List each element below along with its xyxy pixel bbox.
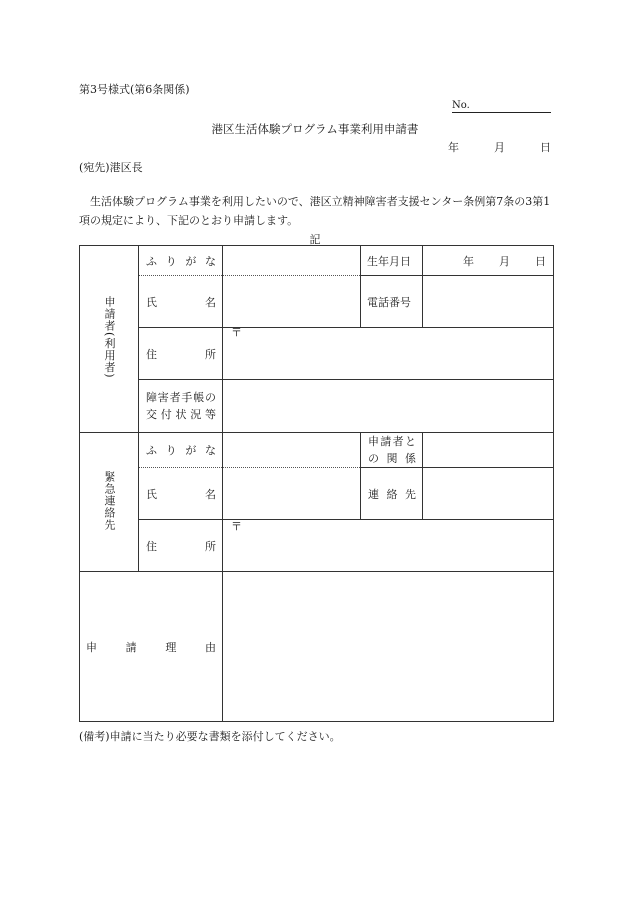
applicant-furigana-input[interactable]: [223, 246, 361, 276]
intro-paragraph: 生活体験プログラム事業を利用したいので、港区立精神障害者支援センター条例第7条の3第1項の規定により、下記のとおり申請します。: [79, 195, 551, 227]
applicant-postal-mark: 〒: [231, 325, 242, 339]
emergency-furigana-label: ふ り が な: [139, 433, 223, 468]
emergency-address-label: 住 所: [139, 520, 223, 572]
applicant-address-label: 住 所: [139, 328, 223, 380]
emergency-address-input[interactable]: [223, 520, 554, 572]
date-year-label: 年: [448, 141, 459, 154]
contact-input[interactable]: [423, 468, 554, 520]
emergency-furigana-input[interactable]: [223, 433, 361, 468]
document-number-field[interactable]: [452, 100, 551, 113]
emergency-name-input[interactable]: [223, 468, 361, 520]
applicant-name-input[interactable]: [223, 276, 361, 328]
page-title: 港区生活体験プログラム事業利用申請書: [211, 122, 419, 136]
relation-label: 申請者と の関係: [361, 433, 423, 468]
form-number: 第3号様式(第6条関係): [79, 83, 190, 96]
relation-input[interactable]: [423, 433, 554, 468]
emergency-name-label: 氏 名: [139, 468, 223, 520]
applicant-section-label: 申請者(利用者): [80, 246, 139, 433]
contact-label: 連 絡 先: [361, 468, 423, 520]
handbook-status-input[interactable]: [223, 380, 554, 433]
applicant-name-label: 氏 名: [139, 276, 223, 328]
addressee: (宛先)港区長: [79, 161, 143, 174]
emergency-section-label: 緊急連絡先: [80, 433, 139, 572]
application-form-table: [79, 245, 554, 722]
applicant-address-input[interactable]: [223, 325, 554, 380]
reason-label: 申 請 理 由: [80, 572, 223, 722]
phone-input[interactable]: [423, 276, 554, 328]
application-date: [448, 139, 551, 155]
birthdate-input[interactable]: 年 月 日: [423, 246, 554, 276]
handbook-status-label: 障害者手帳の 交付状況等: [139, 380, 223, 433]
ki-heading: 記: [309, 233, 321, 246]
emergency-postal-mark: 〒: [231, 519, 242, 533]
birthdate-label: 生年月日: [361, 246, 423, 276]
document-number-label: No.: [452, 100, 470, 111]
reason-input[interactable]: [223, 572, 554, 722]
applicant-furigana-label: ふ り が な: [139, 246, 223, 276]
date-month-label: 月: [494, 141, 505, 154]
phone-label: 電話番号: [361, 276, 423, 328]
footnote: (備考)申請に当たり必要な書類を添付してください。: [79, 730, 341, 743]
date-day-label: 日: [540, 141, 551, 154]
